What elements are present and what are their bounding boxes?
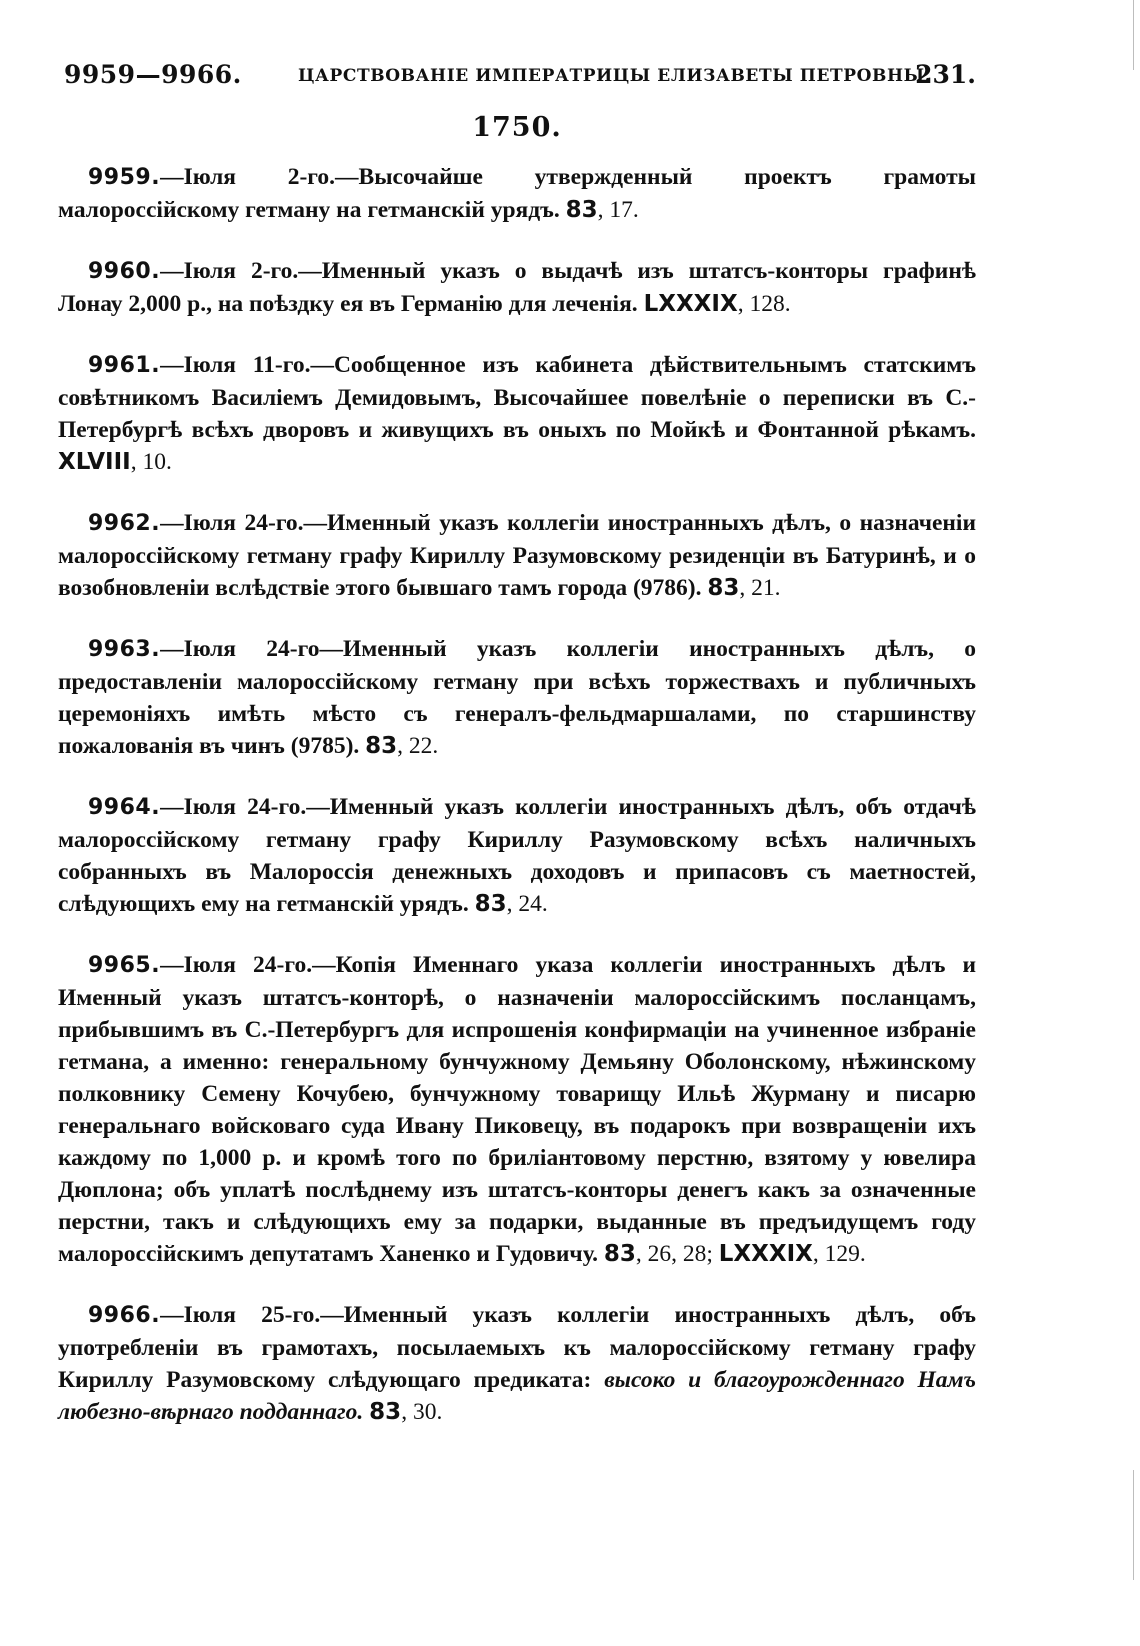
entry-reference-pages: , 17. [597,197,639,223]
entry-number: 9963. [88,637,161,662]
entry-number: 9959. [88,165,161,190]
entry-9960 [58,255,976,320]
entry-reference: 83 [365,733,398,759]
entry-italic-predicate: высоко и благоурожденнаго Намъ любезно-вѣрнаго подданнаго. [58,1367,976,1425]
entry-9963 [58,633,976,762]
entry-9964 [58,791,976,920]
entry-text: —Іюля 2-го.—Высочайше утвержденный проектъ грамоты малороссійскому гетману на гетманскій урядъ. [58,164,976,223]
entry-reference-pages: , 128. [737,291,791,317]
running-title: ЦАРСТВОВАНІЕ ИМПЕРАТРИЦЫ ЕЛИЗАВЕТЫ ПЕТРОВНЫ. [298,66,932,86]
running-header [58,56,976,96]
entry-number: 9964. [88,795,161,820]
entry-reference-pages: , 21. [739,575,781,601]
entry-number: 9966. [88,1303,161,1328]
entry-text: —Іюля 2-го.—Именный указъ о выдачѣ изъ штатсъ-конторы графинѣ Лонау 2,000 р., на поѣздку ея въ Германію для леченія. [58,258,976,317]
entry-text: —Іюля 24-го.—Именный указъ коллегіи иностранныхъ дѣлъ, объ отдачѣ малороссійскому гетману графу Кириллу Разумовскому всѣхъ наличныхъ собранныхъ въ Малороссія денежныхъ доходовъ и припасовъ съ маетностей, слѣдующихъ ему на гетманскій урядъ. [58,794,976,917]
entry-reference: 83 [707,575,740,601]
entry-reference: XLVIII [58,449,131,475]
entry-reference: LXXXIX [643,291,738,317]
entry-text: —Іюля 25-го.—Именный указъ коллегіи иностранныхъ дѣлъ, объ употребленіи въ грамотахъ, посылаемыхъ къ малороссійскому гетману графу Кириллу Разумовскому слѣдующаго предиката: [58,1302,976,1393]
entry-reference: 83 [474,891,507,917]
entry-number: 9965. [88,953,161,978]
entry-reference-pages: , 10. [130,449,172,475]
entry-9965 [58,949,976,1270]
entry-9961 [58,349,976,478]
entry-reference: 83 [603,1241,636,1267]
entry-text: —Іюля 24-го—Именный указъ коллегіи иностранныхъ дѣлъ, о предоставленіи малороссійскому гетману при всѣхъ торжествахъ и публичныхъ церемоніяхъ имѣть мѣсто съ генералъ-фельдмаршалами, по старшинству пожалованія въ чинъ (9785). [58,636,976,759]
scan-edge-line-top [1133,0,1134,70]
entry-reference-pages: , 24. [506,891,548,917]
entry-number: 9960. [88,259,161,284]
page-number: 231. [915,60,976,89]
entry-reference-pages: , 30. [401,1399,443,1425]
entry-9966 [58,1299,976,1428]
entry-range: 9959—9966. [64,60,242,89]
entry-number: 9962. [88,511,161,536]
entry-9962 [58,507,976,604]
document-page [58,56,976,1457]
entry-number: 9961. [88,353,161,378]
entry-reference-pages: , 22. [397,733,439,759]
year-heading: 1750. [472,112,562,143]
entry-text: —Іюля 11-го.—Сообщенное изъ кабинета дѣйствительнымъ статскимъ совѣтникомъ Василіемъ Демидовымъ, Высочайшее повелѣніе о переписки въ С.-Петербургѣ всѣхъ дворовъ и живущихъ въ оныхъ по Мойкѣ и Фонтанной рѣкамъ. [58,352,976,443]
entry-text: —Іюля 24-го.—Именный указъ коллегіи иностранныхъ дѣлъ, о назначеніи малороссійскому гетману графу Кириллу Разумовскому резиденціи въ Батуринѣ, и о возобновленіи вслѣдствіе этого бывшаго тамъ города (9786). [58,510,976,601]
entry-text: —Іюля 24-го.—Копія Именнаго указа коллегіи иностранныхъ дѣлъ и Именный указъ штатсъ-конторѣ, о назначеніи малороссійскимъ посланцамъ, прибывшимъ въ С.-Петербургъ для испрошенія конфирмаціи на учиненное избраніе гетмана, а именно: генеральному бунчужному Демьяну Оболонскому, нѣжинскому полковнику Семену Кочубею, бунчужному товарищу Ильѣ Журману и писарю генеральнаго войсковаго суда Ивану Пиковецу, въ подарокъ при возвращеніи ихъ каждому по 1,000 р. и кромѣ того по бриліантовому перстню, взятому у ювелира Дюплона; объ уплатѣ послѣднему изъ штатсъ-конторы денегъ какъ за означенные перстни, такъ и слѣдующихъ ему за подарки, выданные въ предъидущемъ году малороссійскимъ депутатамъ Ханенко и Гудовичу. [58,952,976,1267]
scan-edge-line-bottom [1133,1470,1134,1580]
entry-second-reference: LXXXIX [718,1241,813,1267]
entry-second-reference-pages: , 129. [812,1241,866,1267]
entry-reference: 83 [565,197,598,223]
entry-reference-pages: , 26, 28; [635,1241,713,1267]
entry-9959 [58,161,976,226]
entry-reference: 83 [369,1399,402,1425]
